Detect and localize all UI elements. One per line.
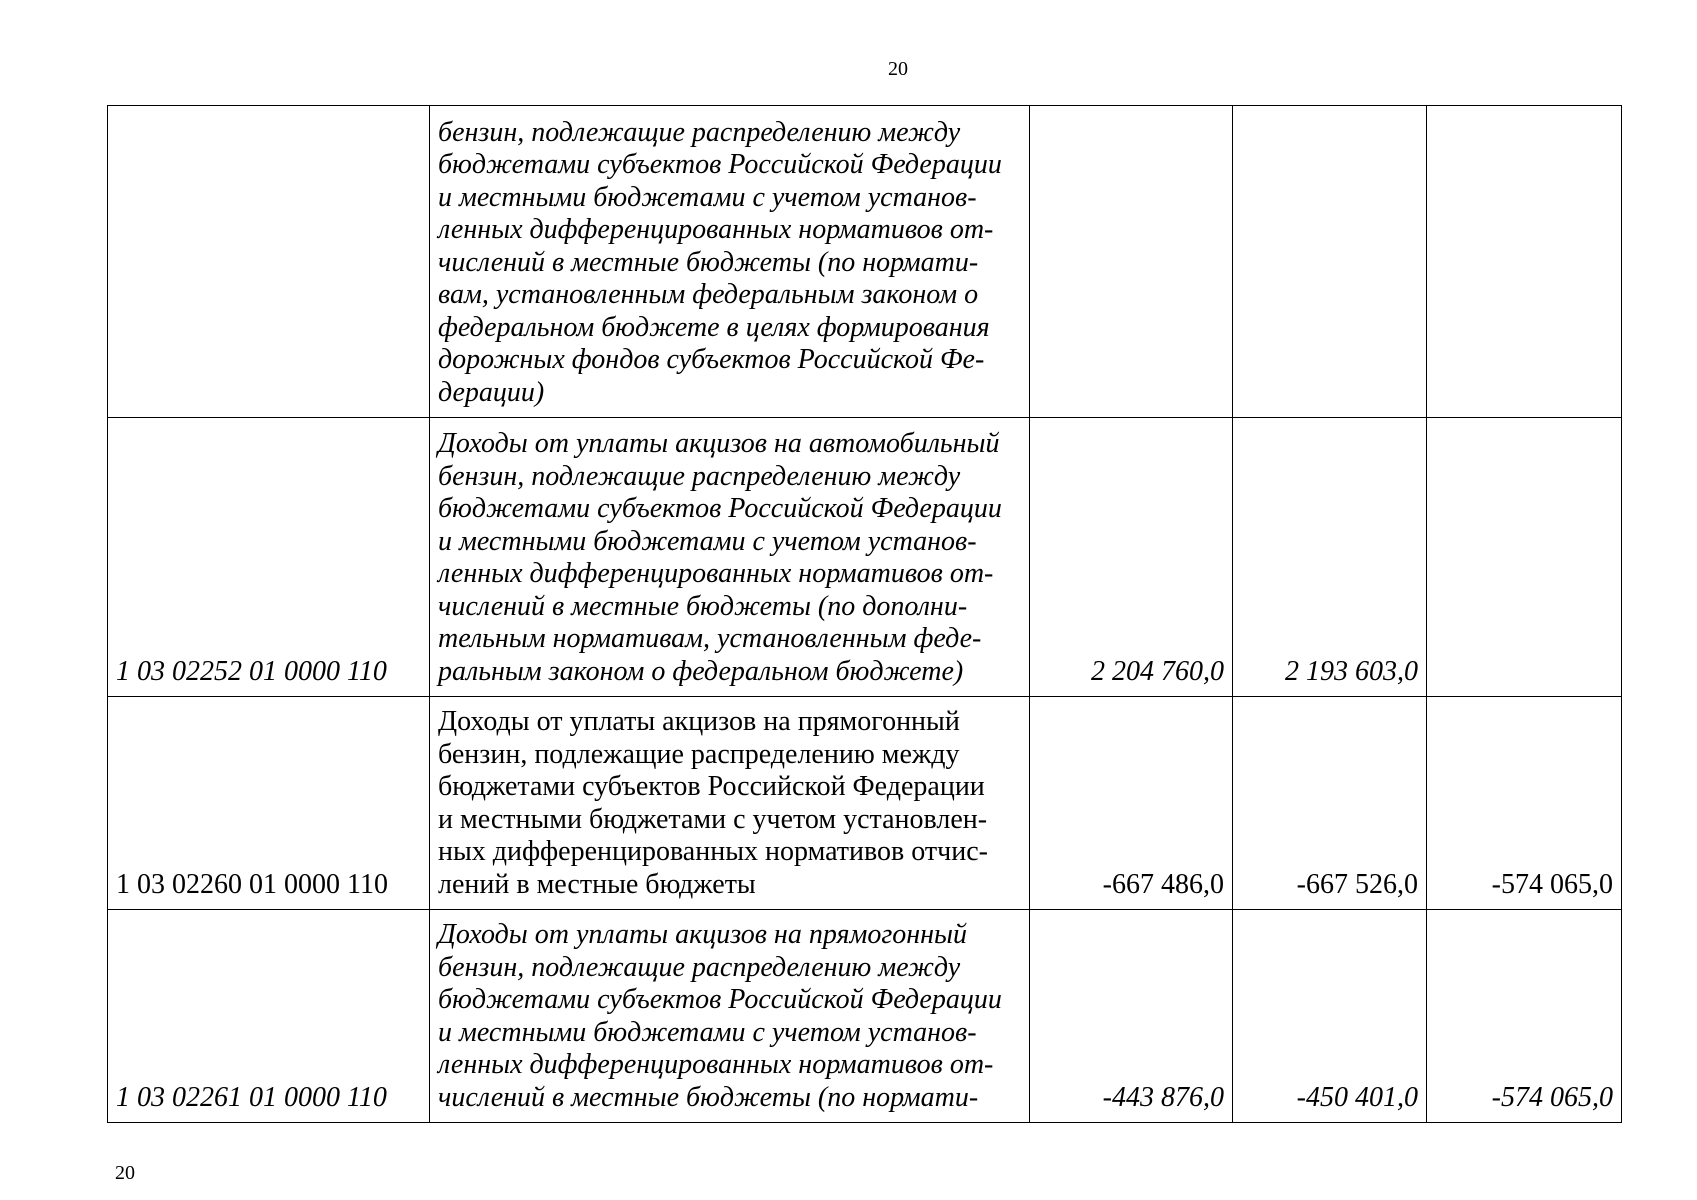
revenue-name-cell bbox=[430, 910, 1030, 1123]
text-line: федеральном бюджете в целях формирования bbox=[438, 311, 990, 343]
amount-year3-cell bbox=[1427, 106, 1622, 418]
text-line: лений в местные бюджеты bbox=[438, 868, 756, 900]
text-line: ных дифференцированных нормативов отчис- bbox=[438, 836, 988, 867]
amount-year1-cell: -443 876,0 bbox=[1030, 910, 1233, 1123]
text-line: бензин, подлежащие распределению между bbox=[438, 116, 961, 148]
text-line: числений в местные бюджеты (по нормати- bbox=[438, 246, 979, 278]
text-line: ральным законом о федеральном бюджете) bbox=[438, 655, 964, 687]
revenue-code-cell: 1 03 02260 01 0000 110 bbox=[108, 697, 430, 910]
budget-revenue-table bbox=[107, 105, 1622, 1123]
revenue-code-cell: 1 03 02252 01 0000 110 bbox=[108, 418, 430, 697]
text-line: ленных дифференцированных нормативов от- bbox=[438, 214, 994, 245]
text-line: Доходы от уплаты акцизов на прямогонный bbox=[438, 706, 960, 737]
text-line: и местными бюджетами с учетом установ- bbox=[438, 181, 977, 213]
text-line: бюджетами субъектов Российской Федерации bbox=[438, 984, 1002, 1015]
text-line: бюджетами субъектов Российской Федерации bbox=[438, 493, 1002, 524]
text-line: дерации) bbox=[438, 376, 545, 408]
text-line: Доходы от уплаты акцизов на прямогонный bbox=[438, 919, 968, 950]
amount-year2-cell: 2 193 603,0 bbox=[1233, 418, 1427, 697]
table-row bbox=[108, 106, 1622, 418]
revenue-code-cell bbox=[108, 106, 430, 418]
text-line: бензин, подлежащие распределению между bbox=[438, 460, 961, 492]
amount-year2-cell bbox=[1233, 106, 1427, 418]
revenue-name-cell bbox=[430, 697, 1030, 910]
table-row bbox=[108, 910, 1622, 1123]
text-line: и местными бюджетами с учетом установлен- bbox=[438, 803, 988, 835]
text-line: и местными бюджетами с учетом установ- bbox=[438, 525, 977, 557]
amount-year2-cell: -667 526,0 bbox=[1233, 697, 1427, 910]
text-line: вам, установленным федеральным законом о bbox=[438, 279, 979, 310]
text-line: дорожных фондов субъектов Российской Фе- bbox=[438, 344, 985, 375]
page-number-top: 20 bbox=[888, 58, 908, 80]
text-line: числений в местные бюджеты (по нормати- bbox=[438, 1081, 979, 1113]
text-line: бюджетами субъектов Российской Федерации bbox=[438, 771, 985, 802]
text-line: ленных дифференцированных нормативов от- bbox=[438, 558, 994, 589]
revenue-code-cell: 1 03 02261 01 0000 110 bbox=[108, 910, 430, 1123]
revenue-name-cell bbox=[430, 418, 1030, 697]
amount-year1-cell bbox=[1030, 106, 1233, 418]
table-row bbox=[108, 418, 1622, 697]
amount-year1-cell: -667 486,0 bbox=[1030, 697, 1233, 910]
text-line: тельным нормативам, установленным феде- bbox=[438, 623, 982, 654]
page-number-bottom: 20 bbox=[115, 1162, 135, 1184]
amount-year3-cell: -574 065,0 bbox=[1427, 910, 1622, 1123]
text-line: бензин, подлежащие распределению между bbox=[438, 951, 961, 983]
text-line: бензин, подлежащие распределению между bbox=[438, 738, 960, 770]
text-line: бюджетами субъектов Российской Федерации bbox=[438, 149, 1002, 180]
revenue-name-cell bbox=[430, 106, 1030, 418]
amount-year2-cell: -450 401,0 bbox=[1233, 910, 1427, 1123]
text-line: Доходы от уплаты акцизов на автомобильный bbox=[438, 428, 1000, 459]
text-line: ленных дифференцированных нормативов от- bbox=[438, 1049, 994, 1080]
text-line: числений в местные бюджеты (по дополни- bbox=[438, 590, 968, 622]
amount-year3-cell: -574 065,0 bbox=[1427, 697, 1622, 910]
amount-year1-cell: 2 204 760,0 bbox=[1030, 418, 1233, 697]
table-row bbox=[108, 697, 1622, 910]
text-line: и местными бюджетами с учетом установ- bbox=[438, 1016, 977, 1048]
amount-year3-cell bbox=[1427, 418, 1622, 697]
